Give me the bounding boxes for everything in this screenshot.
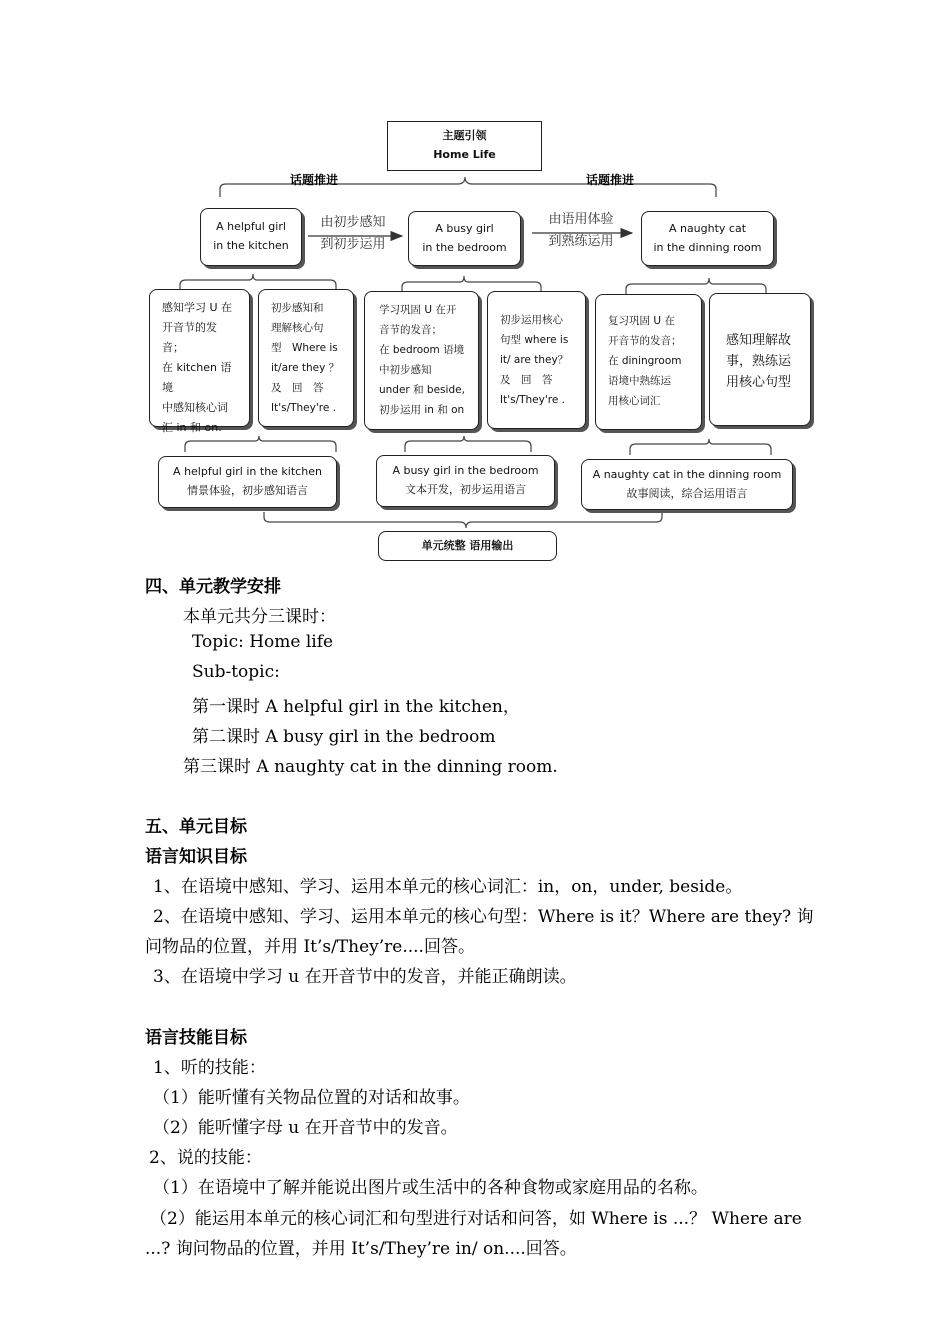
lesson-place: in the kitchen <box>213 239 289 252</box>
arrow-label-line: 到熟练运用 <box>548 234 614 249</box>
skills-line: 2、说的技能： <box>149 1148 262 1168</box>
knowledge-line: 2、在语境中感知、学习、运用本单元的核心句型：Where is it？Where are they? 询 <box>153 907 814 927</box>
unit-integration-box <box>378 531 557 561</box>
summary-box-3 <box>581 459 793 510</box>
lesson-box-2 <box>408 211 521 266</box>
root-title: 主题引领 <box>442 129 487 143</box>
detail-line: 事，熟练运 <box>726 354 792 369</box>
section5-heading: 五、单元目标 <box>145 817 247 837</box>
detail-line: 及 回 答 <box>271 382 324 394</box>
skills-line: （1）在语境中了解并能说出图片或生活中的各种食物或家庭用品的名称。 <box>153 1178 708 1198</box>
section4-heading: 四、单元教学安排 <box>145 577 281 597</box>
skills-line: 1、听的技能： <box>153 1058 266 1078</box>
detail-line: 感知学习 U 在 <box>162 301 233 314</box>
summary-box-1 <box>158 456 337 508</box>
detail-box-1 <box>149 289 250 434</box>
section4-line: 第二课时 A busy girl in the bedroom <box>192 727 496 747</box>
lesson-place: in the bedroom <box>422 240 507 254</box>
detail-line: 复习巩固 U 在 <box>608 315 675 327</box>
detail-line: 在 diningroom <box>608 355 682 367</box>
detail-line: 句型 where is <box>500 334 569 346</box>
detail-line: 及 回 答 <box>500 374 553 386</box>
section4-line: 第一课时 A helpful girl in the kitchen， <box>192 697 520 717</box>
detail-line: it/are they ？ <box>271 362 340 374</box>
detail-line: it/ are they？ <box>500 354 569 366</box>
lesson-title: A naughty cat <box>668 221 747 235</box>
summary-box-2 <box>376 455 555 507</box>
detail-line: 初步运用核心 <box>500 314 563 326</box>
detail-line: It's/They're . <box>271 402 336 414</box>
branch-label-right: 话题推进 <box>586 173 635 187</box>
arrow-label-1 <box>308 212 398 256</box>
summary-desc: 情景体验，初步感知语言 <box>187 484 308 497</box>
detail-line: 理解核心句 <box>271 322 324 334</box>
detail-box-4 <box>487 291 586 429</box>
detail-line: 用核心词汇 <box>608 395 661 407</box>
detail-line: 学习巩固 U 在开 <box>379 304 457 316</box>
knowledge-line: 问物品的位置，并用 It’s/They’re....回答。 <box>145 937 475 957</box>
lesson-title: A helpful girl <box>216 220 286 234</box>
detail-line: 型 Where is <box>271 342 338 354</box>
knowledge-heading: 语言知识目标 <box>145 847 247 867</box>
lesson-box-3 <box>641 211 774 266</box>
detail-line: 感知理解故 <box>726 333 792 348</box>
summary-desc: 文本开发，初步运用语言 <box>405 483 526 496</box>
detail-box-2 <box>258 289 354 427</box>
detail-line: 初步感知和 <box>271 302 324 314</box>
skills-line: （2）能听懂字母 u 在开音节中的发音。 <box>153 1118 458 1138</box>
branch-label-left: 话题推进 <box>290 173 339 187</box>
arrow-label-line: 到初步运用 <box>320 237 386 252</box>
summary-title: A naughty cat in the dinning room <box>592 467 782 481</box>
root-subtitle: Home Life <box>433 148 496 161</box>
detail-line: 中感知核心词 <box>162 401 228 414</box>
skills-line: （2）能运用本单元的核心词汇和句型进行对话和问答，如 Where is ...？ Where are <box>150 1209 802 1229</box>
detail-box-3 <box>364 291 479 430</box>
summary-title: A busy girl in the bedroom <box>392 464 539 478</box>
summary-title: A helpful girl in the kitchen <box>173 465 322 479</box>
skills-line: ...? 询问物品的位置，并用 It’s/They’re in/ on....回答。 <box>145 1239 577 1259</box>
section4-line: 本单元共分三课时： <box>183 607 336 627</box>
detail-line: 开音节的发 <box>162 321 217 334</box>
detail-line: 在 kitchen 语境 <box>162 361 232 394</box>
section4-line: Sub-topic: <box>192 662 280 682</box>
detail-box-6 <box>709 293 811 426</box>
section4-line: Topic: Home life <box>192 632 334 652</box>
detail-line: 汇 in 和 on. <box>162 421 222 434</box>
detail-line: It's/They're . <box>500 394 565 406</box>
detail-line: 在 bedroom 语境 <box>379 344 465 356</box>
unit-structure-diagram <box>0 0 950 575</box>
detail-box-5 <box>595 294 702 430</box>
arrow-label-line: 由初步感知 <box>320 215 386 230</box>
detail-line: 语境中熟练运 <box>608 375 671 387</box>
detail-line: 开音节的发音； <box>608 335 682 347</box>
skills-line: （1）能听懂有关物品位置的对话和故事。 <box>153 1088 470 1108</box>
lesson-box-1 <box>200 208 302 266</box>
detail-line: 音； <box>162 341 184 354</box>
detail-line: 初步运用 in 和 on <box>379 404 465 416</box>
lesson-place: in the dinning room <box>653 240 762 254</box>
arrow-label-2 <box>535 209 627 253</box>
knowledge-line: 3、在语境中学习 u 在开音节中的发音，并能正确朗读。 <box>153 967 577 987</box>
knowledge-line: 1、在语境中感知、学习、运用本单元的核心词汇：in，on，under, beside。 <box>153 877 743 897</box>
detail-line: 用核心句型 <box>726 375 792 390</box>
section4-line: 第三课时 A naughty cat in the dinning room. <box>183 757 558 777</box>
detail-line: 中初步感知 <box>379 364 432 376</box>
detail-line: under 和 beside, <box>379 384 465 396</box>
skills-heading: 语言技能目标 <box>145 1028 247 1048</box>
arrow-label-line: 由语用体验 <box>548 212 614 227</box>
lesson-title: A busy girl <box>435 221 494 235</box>
detail-line: 音节的发音； <box>379 324 442 336</box>
summary-desc: 故事阅读，综合运用语言 <box>626 486 748 500</box>
unit-integration-label: 单元统整 语用输出 <box>421 538 514 552</box>
root-topic-box <box>387 121 542 171</box>
